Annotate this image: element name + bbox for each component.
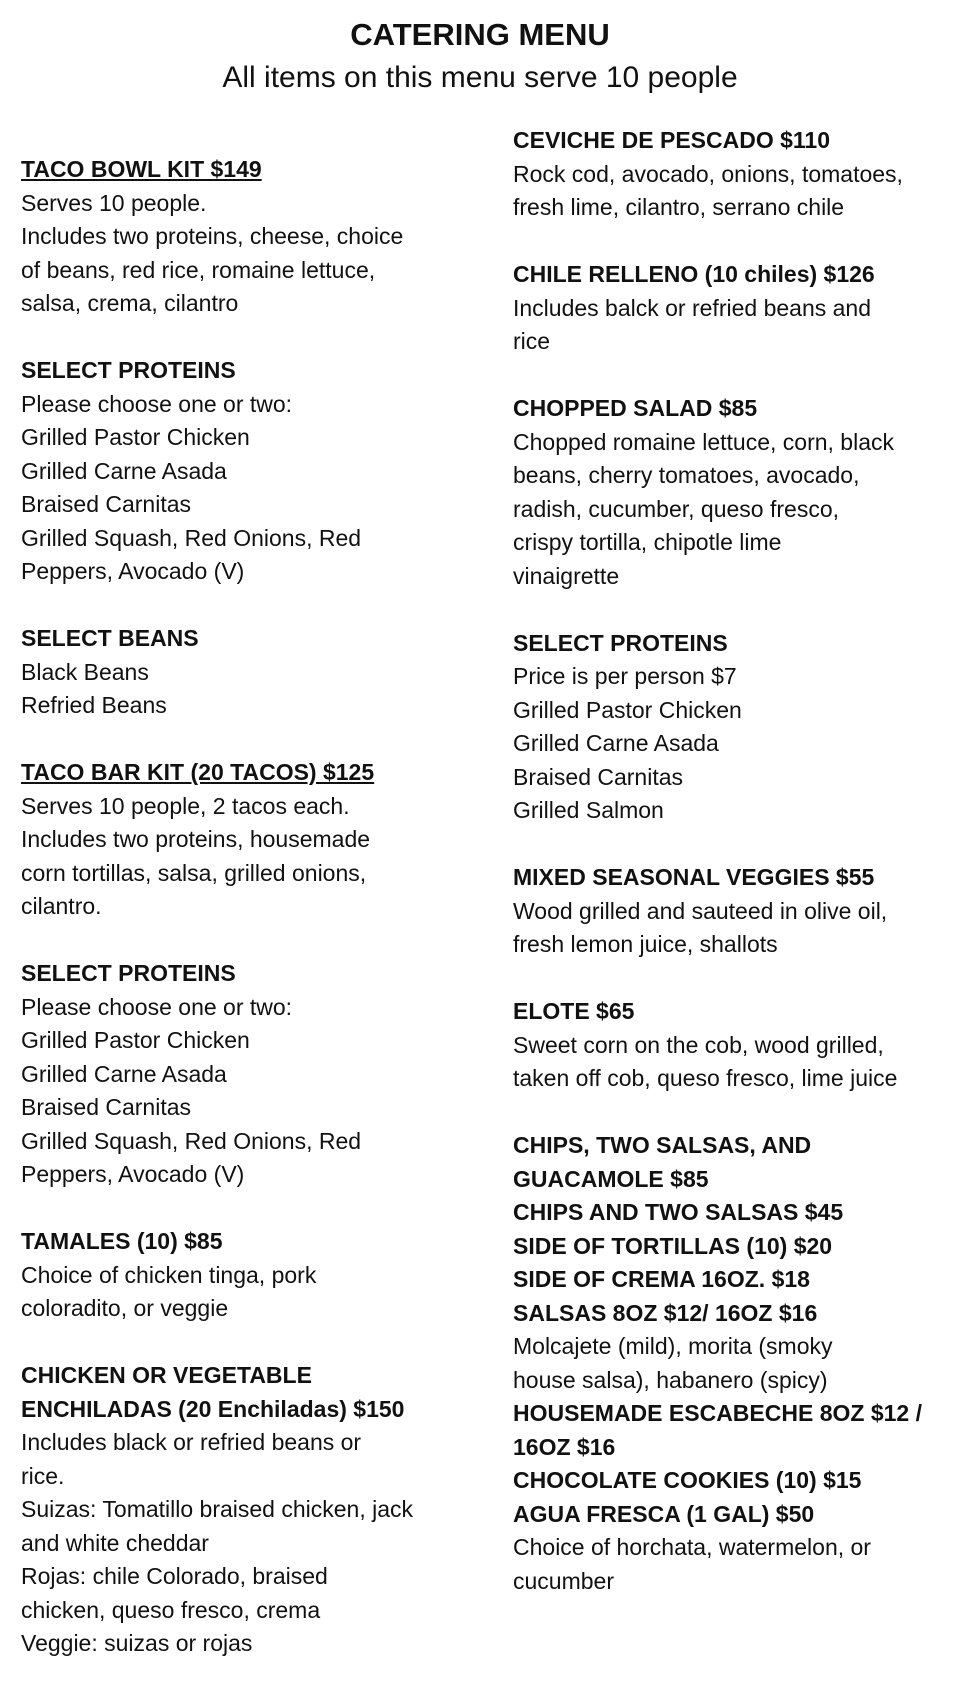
menu-line: Choice of chicken tinga, pork xyxy=(21,1261,317,1288)
menu-item-heading: SALSAS 8OZ $12/ 16OZ $16 xyxy=(513,1299,818,1326)
menu-line: fresh lemon juice, shallots xyxy=(513,931,778,957)
menu-line: vinaigrette xyxy=(513,562,620,589)
menu-line: Rojas: chile Colorado, braised xyxy=(21,1563,328,1589)
menu-section-select-beans xyxy=(21,622,471,723)
menu-line: coloradito, or veggie xyxy=(21,1295,229,1321)
section-heading: CHILE RELLENO (10 chiles) $126 xyxy=(513,261,875,287)
menu-item-heading: HOUSEMADE ESCABECHE 8OZ $12 / xyxy=(513,1400,922,1426)
menu-line: Suizas: Tomatillo braised chicken, jack xyxy=(21,1496,414,1522)
menu-section-taco-bar-kit-20-tacos-125 xyxy=(21,756,471,924)
menu-line: Chopped romaine lettuce, corn, black xyxy=(513,428,894,455)
menu-line: taken off cob, queso fresco, lime juice xyxy=(513,1065,898,1091)
menu-line: Grilled Pastor Chicken xyxy=(513,696,742,723)
menu-line: Wood grilled and sauteed in olive oil, xyxy=(513,897,888,924)
menu-section-mixed-seasonal-veggies-55 xyxy=(513,861,963,962)
menu-item-heading: CHIPS, TWO SALSAS, AND xyxy=(513,1132,812,1158)
section-heading: CEVICHE DE PESCADO $110 xyxy=(513,127,831,153)
menu-line: Braised Carnitas xyxy=(513,763,684,790)
menu-line: Price is per person $7 xyxy=(513,663,737,689)
menu-line: and white cheddar xyxy=(21,1529,209,1556)
left-column xyxy=(21,153,471,1661)
menu-line: Serves 10 people. xyxy=(21,189,207,216)
menu-line: Molcajete (mild), morita (smoky xyxy=(513,1333,833,1359)
menu-line: Grilled Salmon xyxy=(513,797,664,823)
menu-header xyxy=(0,16,960,98)
menu-item-heading: CHOCOLATE COOKIES (10) $15 xyxy=(513,1467,862,1493)
menu-line: Please choose one or two: xyxy=(21,993,293,1020)
menu-line: Peppers, Avocado (V) xyxy=(21,558,245,584)
menu-item-heading: GUACAMOLE $85 xyxy=(513,1165,709,1192)
section-heading: ELOTE $65 xyxy=(513,998,635,1024)
menu-line: Refried Beans xyxy=(21,692,167,718)
menu-item-heading: SIDE OF TORTILLAS (10) $20 xyxy=(513,1232,833,1259)
menu-line: rice. xyxy=(21,1462,65,1489)
menu-line: radish, cucumber, queso fresco, xyxy=(513,495,839,522)
menu-line: Grilled Carne Asada xyxy=(21,457,227,484)
menu-line: salsa, crema, cilantro xyxy=(21,290,239,316)
menu-item-heading: SIDE OF CREMA 16OZ. $18 xyxy=(513,1266,810,1292)
section-heading: CHOPPED SALAD $85 xyxy=(513,395,758,421)
menu-line: Grilled Pastor Chicken xyxy=(21,424,250,450)
menu-section-tamales-10-85 xyxy=(21,1225,471,1326)
menu-item-heading: 16OZ $16 xyxy=(513,1433,616,1460)
menu-line: fresh lime, cilantro, serrano chile xyxy=(513,194,845,220)
menu-section-taco-bowl-kit-149 xyxy=(21,153,471,321)
menu-section-extras xyxy=(513,1129,963,1598)
menu-line: Choice of horchata, watermelon, or xyxy=(513,1534,871,1560)
section-heading: SELECT PROTEINS xyxy=(21,357,236,383)
menu-line: house salsa), habanero (spicy) xyxy=(513,1366,828,1393)
menu-line: Braised Carnitas xyxy=(21,1094,192,1120)
menu-section-select-proteins xyxy=(513,627,963,828)
menu-line: Grilled Carne Asada xyxy=(21,1060,227,1087)
menu-line: Sweet corn on the cob, wood grilled, xyxy=(513,1031,884,1058)
menu-line: Peppers, Avocado (V) xyxy=(21,1161,245,1187)
menu-line: Grilled Squash, Red Onions, Red xyxy=(21,1127,362,1154)
section-heading: MIXED SEASONAL VEGGIES $55 xyxy=(513,864,875,890)
section-heading: SELECT PROTEINS xyxy=(21,960,236,986)
menu-section-chile-relleno-10-chiles-126 xyxy=(513,258,963,359)
menu-line: Black Beans xyxy=(21,658,149,685)
section-heading: CHICKEN OR VEGETABLE xyxy=(21,1362,312,1388)
menu-line: cucumber xyxy=(513,1567,614,1594)
menu-line: Includes two proteins, housemade xyxy=(21,826,371,852)
menu-section-chopped-salad-85 xyxy=(513,392,963,593)
menu-section-chicken-or-vegetable-enchiladas-20-enchi xyxy=(21,1359,471,1661)
menu-line: beans, cherry tomatoes, avocado, xyxy=(513,462,860,488)
menu-line: Grilled Carne Asada xyxy=(513,730,719,756)
section-heading: SELECT BEANS xyxy=(21,625,199,651)
menu-line: Includes balck or refried beans and xyxy=(513,294,871,321)
menu-line: Please choose one or two: xyxy=(21,390,293,417)
menu-line: corn tortillas, salsa, grilled onions, xyxy=(21,859,367,886)
menu-line: of beans, red rice, romaine lettuce, xyxy=(21,256,376,283)
menu-item-heading: AGUA FRESCA (1 GAL) $50 xyxy=(513,1500,815,1527)
menu-line: Grilled Pastor Chicken xyxy=(21,1027,250,1053)
right-column xyxy=(513,124,963,1598)
menu-line: rice xyxy=(513,328,551,354)
menu-title: CATERING MENU xyxy=(350,17,610,52)
menu-subtitle: All items on this menu serve 10 people xyxy=(222,61,738,94)
menu-line: Includes two proteins, cheese, choice xyxy=(21,223,404,249)
menu-line: Braised Carnitas xyxy=(21,491,192,517)
menu-line: crispy tortilla, chipotle lime xyxy=(513,529,782,555)
menu-line: Veggie: suizas or rojas xyxy=(21,1630,253,1656)
section-heading: SELECT PROTEINS xyxy=(513,629,728,656)
menu-section-select-proteins xyxy=(21,354,471,589)
menu-line: Includes black or refried beans or xyxy=(21,1429,362,1455)
menu-section-select-proteins xyxy=(21,957,471,1192)
menu-section-elote-65 xyxy=(513,995,963,1096)
menu-line: Grilled Squash, Red Onions, Red xyxy=(21,524,362,551)
section-heading: ENCHILADAS (20 Enchiladas) $150 xyxy=(21,1395,405,1422)
menu-line: Serves 10 people, 2 tacos each. xyxy=(21,792,350,819)
menu-line: Rock cod, avocado, onions, tomatoes, xyxy=(513,160,903,187)
menu-section-ceviche-de-pescado-110 xyxy=(513,124,963,225)
section-heading: TAMALES (10) $85 xyxy=(21,1228,223,1254)
menu-line: chicken, queso fresco, crema xyxy=(21,1596,321,1623)
section-heading: TACO BOWL KIT $149 xyxy=(21,156,262,182)
menu-line: cilantro. xyxy=(21,893,102,919)
section-heading: TACO BAR KIT (20 TACOS) $125 xyxy=(21,759,375,785)
menu-item-heading: CHIPS AND TWO SALSAS $45 xyxy=(513,1199,844,1225)
